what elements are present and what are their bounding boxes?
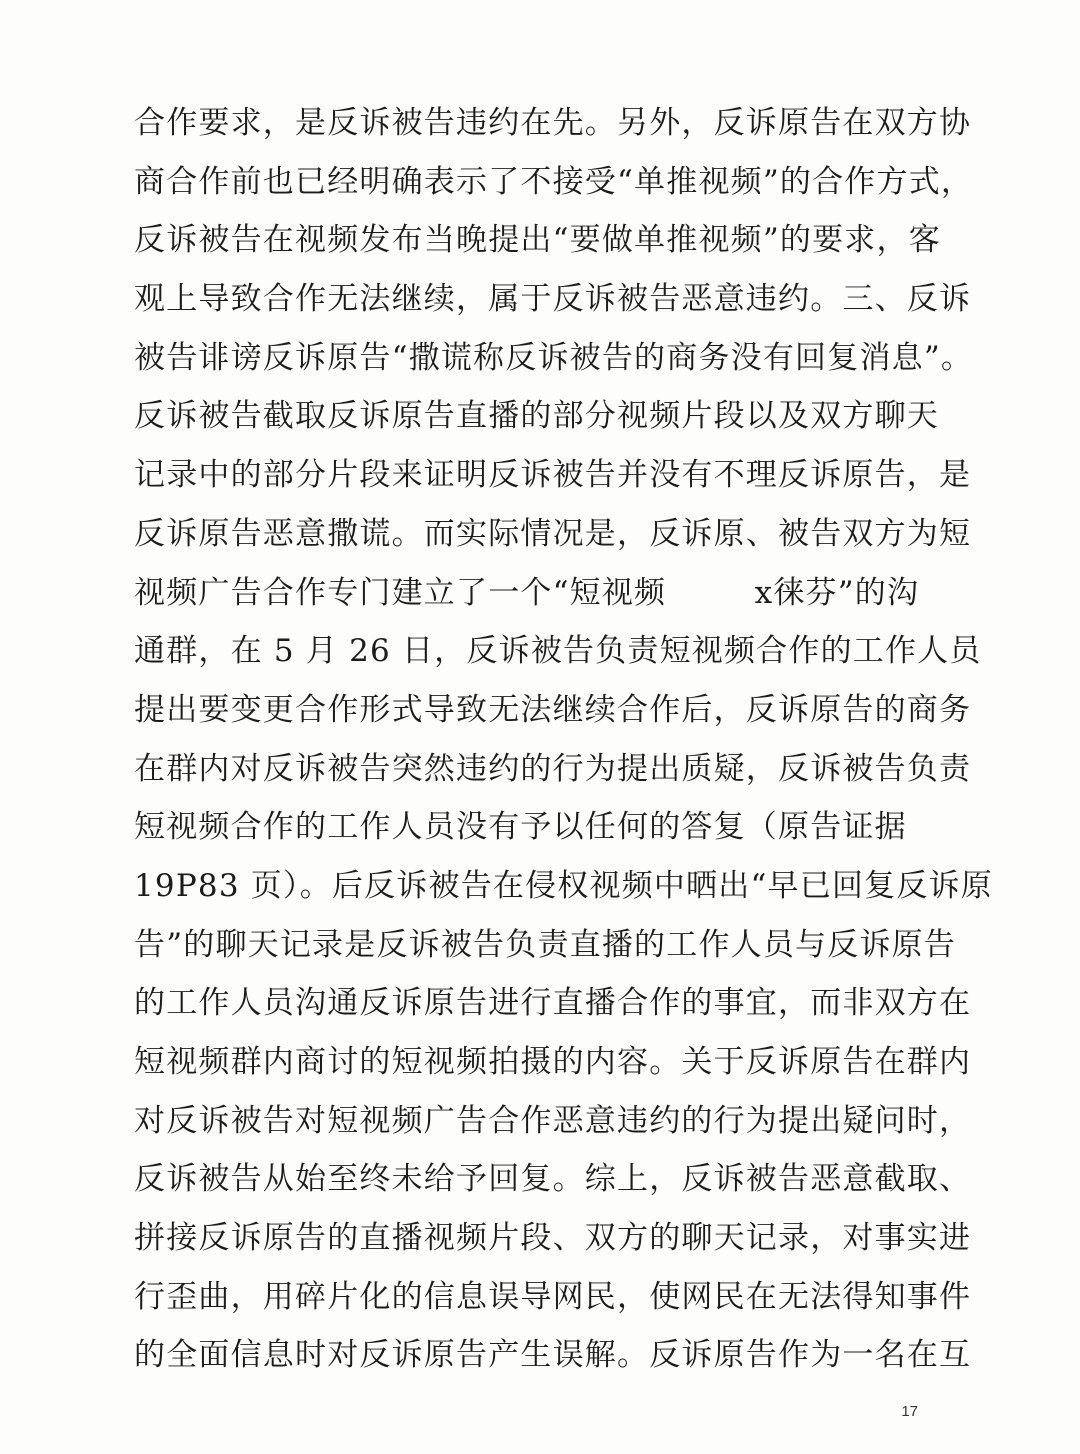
text-line: 告”的聊天记录是反诉被告负责直播的工作人员与反诉原告 [134, 926, 957, 963]
text-line: 在群内对反诉被告突然违约的行为提出质疑，反诉被告负责 [134, 750, 972, 787]
text-line: 短视频合作的工作人员没有予以任何的答复（原告证据 [134, 809, 907, 846]
text-line: 的工作人员沟通反诉原告进行直播合作的事宜，而非双方在 [134, 985, 972, 1022]
text-line: 的全面信息时对反诉原告产生误解。反诉原告作为一名在互 [134, 1337, 972, 1374]
text-line: 对反诉被告对短视频广告合作恶意违约的行为提出疑问时， [134, 1102, 972, 1139]
text-line: 观上导致合作无法继续，属于反诉被告恶意违约。三、反诉 [134, 281, 972, 318]
text-line: 19P83 页）。后反诉被告在侵权视频中晒出“早已回复反诉原 [134, 867, 993, 904]
text-line: 通群，在 5 月 26 日，反诉被告负责短视频合作的工作人员 [134, 633, 982, 670]
text-line: 合作要求，是反诉被告违约在先。另外，反诉原告在双方协 [134, 105, 972, 141]
text-line: 提出要变更合作形式导致无法继续合作后，反诉原告的商务 [134, 691, 972, 728]
text-line: 反诉被告从始至终未给予回复。综上，反诉被告恶意截取、 [134, 1161, 972, 1198]
text-line: 拼接反诉原告的直播视频片段、双方的聊天记录，对事实进 [134, 1220, 972, 1257]
text-line: 反诉被告在视频发布当晚提出“要做单推视频”的要求，客 [134, 222, 941, 259]
text-line: 商合作前也已经明确表示了不接受“单推视频”的合作方式， [134, 163, 974, 200]
text-line: 记录中的部分片段来证明反诉被告并没有不理反诉原告，是 [134, 457, 972, 494]
page-number: 17 [901, 1403, 918, 1420]
text-line: 反诉原告恶意撒谎。而实际情况是，反诉原、被告双方为短 [134, 515, 972, 552]
body-text [134, 94, 993, 1385]
text-line: 视频广告合作专门建立了一个“短视频 x徕芬”的沟 [134, 574, 920, 611]
text-line: 短视频群内商讨的短视频拍摄的内容。关于反诉原告在群内 [134, 1044, 972, 1080]
text-line: 反诉被告截取反诉原告直播的部分视频片段以及双方聊天 [134, 398, 939, 435]
text-line: 被告诽谤反诉原告“撒谎称反诉被告的商务没有回复消息”。 [134, 339, 974, 376]
text-line: 行歪曲，用碎片化的信息误导网民，使网民在无法得知事件 [134, 1278, 972, 1315]
